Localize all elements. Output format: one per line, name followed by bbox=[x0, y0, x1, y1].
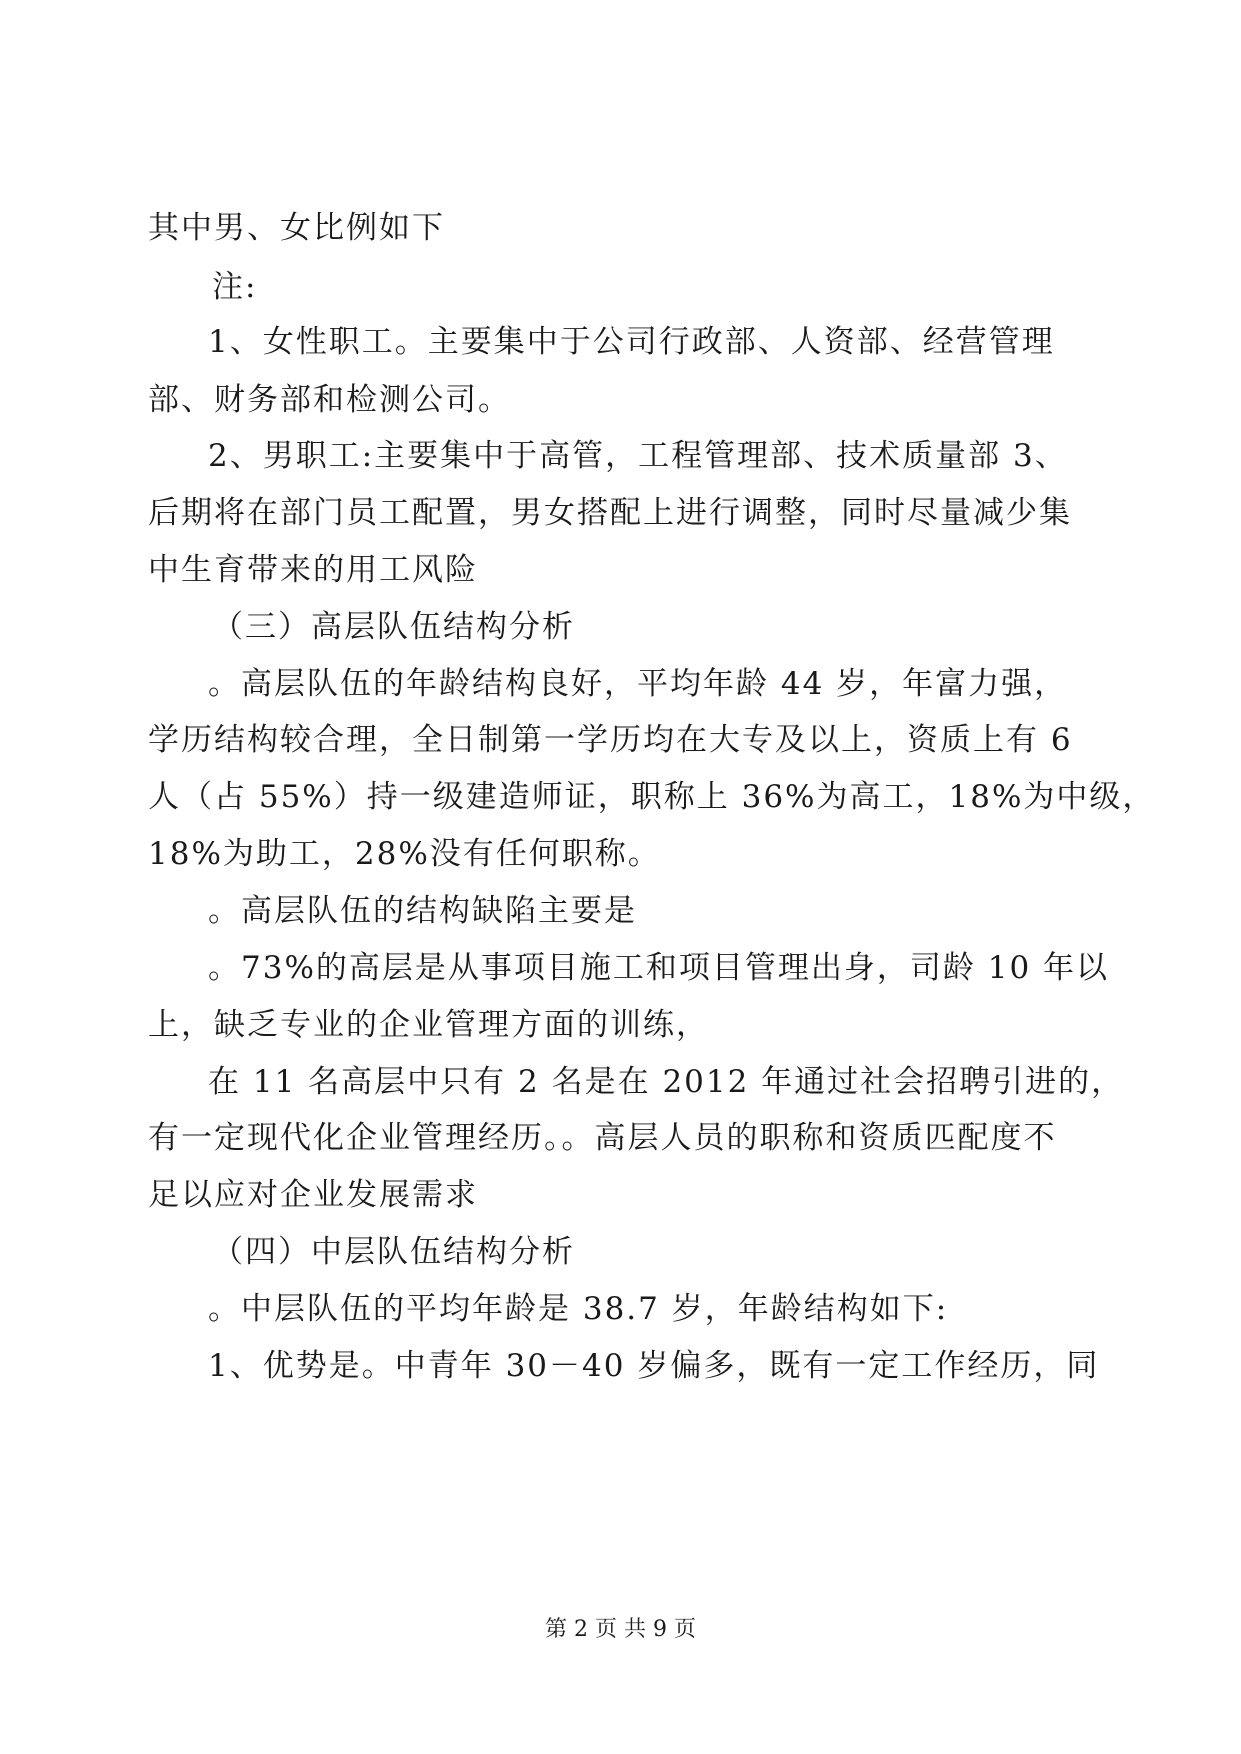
text-line: 1、女性职工。主要集中于公司行政部、人资部、经营管理 bbox=[208, 324, 1055, 360]
text-line: 。高层队伍的结构缺陷主要是 bbox=[208, 893, 637, 929]
text-line: 上，缺乏专业的企业管理方面的训练， bbox=[148, 1007, 709, 1043]
text-line: 。高层队伍的年龄结构良好，平均年龄 44 岁，年富力强， bbox=[208, 666, 1068, 702]
text-line: 。中层队伍的平均年龄是 38.7 岁，年龄结构如下: bbox=[208, 1291, 949, 1327]
text-line: 有一定现代化企业管理经历。。高层人员的职称和资质匹配度不 bbox=[148, 1120, 1057, 1156]
text-line: 足以应对企业发展需求 bbox=[148, 1177, 478, 1213]
section-heading: （三）高层队伍结构分析 bbox=[212, 609, 575, 645]
section-heading: （四）中层队伍结构分析 bbox=[212, 1234, 575, 1270]
text-line: 注: bbox=[212, 269, 258, 305]
text-line: 人（占 55%）持一级建造师证，职称上 36%为高工，18%为中级， bbox=[148, 779, 1156, 815]
text-line: 中生育带来的用工风险 bbox=[148, 552, 478, 588]
text-line: 其中男、女比例如下 bbox=[148, 210, 445, 246]
text-line: 。73%的高层是从事项目施工和项目管理出身，司龄 10 年以 bbox=[208, 950, 1110, 986]
text-line: 在 11 名高层中只有 2 名是在 2012 年通过社会招聘引进的， bbox=[208, 1064, 1125, 1100]
text-line: 部、财务部和检测公司。 bbox=[148, 382, 511, 418]
text-line: 学历结构较合理，全日制第一学历均在大专及以上，资质上有 6 bbox=[148, 722, 1073, 758]
text-line: 18%为助工，28%没有任何职称。 bbox=[148, 836, 661, 872]
page-number: 第 2 页 共 9 页 bbox=[545, 1617, 696, 1642]
text-line: 1、优势是。中青年 30－40 岁偏多，既有一定工作经历，同 bbox=[208, 1348, 1100, 1384]
text-line: 2、男职工:主要集中于高管，工程管理部、技术质量部 3、 bbox=[208, 438, 1068, 474]
text-line: 后期将在部门员工配置，男女搭配上进行调整，同时尽量减少集 bbox=[148, 495, 1072, 531]
